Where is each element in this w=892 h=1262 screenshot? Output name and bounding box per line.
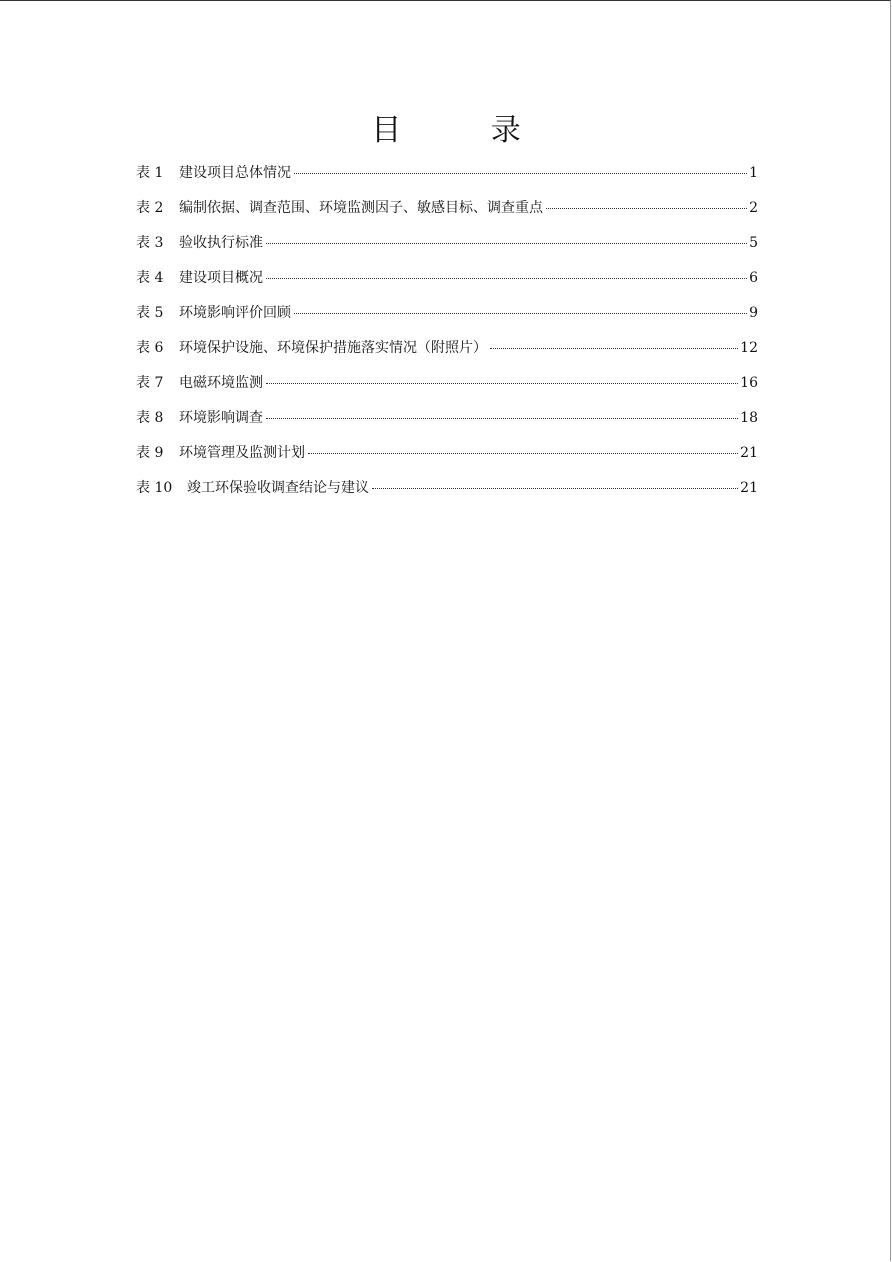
toc-entry[interactable]: [136, 405, 758, 440]
dot-leader: [372, 474, 738, 489]
toc-entry-number: 表 2: [136, 200, 164, 216]
toc-entry-number: 表 1: [136, 165, 164, 181]
toc-entry[interactable]: [136, 265, 758, 300]
toc-entry[interactable]: [136, 160, 758, 195]
toc-entry-title: 建设项目总体情况: [179, 165, 291, 181]
toc-entry-number: 表 6: [136, 340, 164, 356]
dot-leader: [266, 369, 738, 384]
toc-entry-number: 表 3: [136, 235, 164, 251]
toc-entry-number: 表 5: [136, 305, 164, 321]
dot-leader: [266, 264, 747, 279]
toc-entry-title: 环境影响调查: [179, 410, 263, 426]
toc-entry[interactable]: [136, 300, 758, 335]
toc-entry-number: 表 7: [136, 375, 164, 391]
toc-entry[interactable]: [136, 230, 758, 265]
toc-entry-title: 建设项目概况: [179, 270, 263, 286]
dot-leader: [266, 229, 747, 244]
toc-entry[interactable]: [136, 440, 758, 475]
toc-entry[interactable]: [136, 370, 758, 405]
dot-leader: [490, 334, 738, 349]
toc-entry-title: 环境管理及监测计划: [179, 445, 305, 461]
toc-entry-page: 5: [749, 235, 758, 251]
dot-leader: [294, 159, 747, 174]
toc-entry-page: 21: [740, 480, 758, 496]
toc-title: 目 录: [371, 113, 561, 148]
toc-entry-number: 表 8: [136, 410, 164, 426]
toc-entry-page: 6: [749, 270, 758, 286]
toc-entry-title: 验收执行标准: [179, 235, 263, 251]
dot-leader: [308, 439, 738, 454]
dot-leader: [266, 404, 738, 419]
toc-list: [136, 160, 758, 510]
toc-entry-title: 电磁环境监测: [179, 375, 263, 391]
toc-entry-page: 1: [749, 165, 758, 181]
toc-entry-title: 环境影响评价回顾: [179, 305, 291, 321]
toc-entry-number: 表 9: [136, 445, 164, 461]
toc-entry-page: 18: [740, 410, 758, 426]
toc-entry-page: 21: [740, 445, 758, 461]
toc-entry-page: 16: [740, 375, 758, 391]
toc-entry-title: 竣工环保验收调查结论与建议: [187, 480, 369, 496]
dot-leader: [546, 194, 747, 209]
toc-entry-title: 编制依据、调查范围、环境监测因子、敏感目标、调查重点: [179, 200, 543, 216]
toc-entry-page: 2: [749, 200, 758, 216]
toc-entry-page: 9: [749, 305, 758, 321]
toc-entry-title: 环境保护设施、环境保护措施落实情况（附照片）: [179, 340, 487, 356]
toc-entry[interactable]: [136, 475, 758, 510]
toc-entry-number: 表 4: [136, 270, 164, 286]
toc-entry-number: 表 10: [136, 480, 173, 496]
toc-entry[interactable]: [136, 335, 758, 370]
toc-entry[interactable]: [136, 195, 758, 230]
dot-leader: [294, 299, 747, 314]
toc-entry-page: 12: [740, 340, 758, 356]
